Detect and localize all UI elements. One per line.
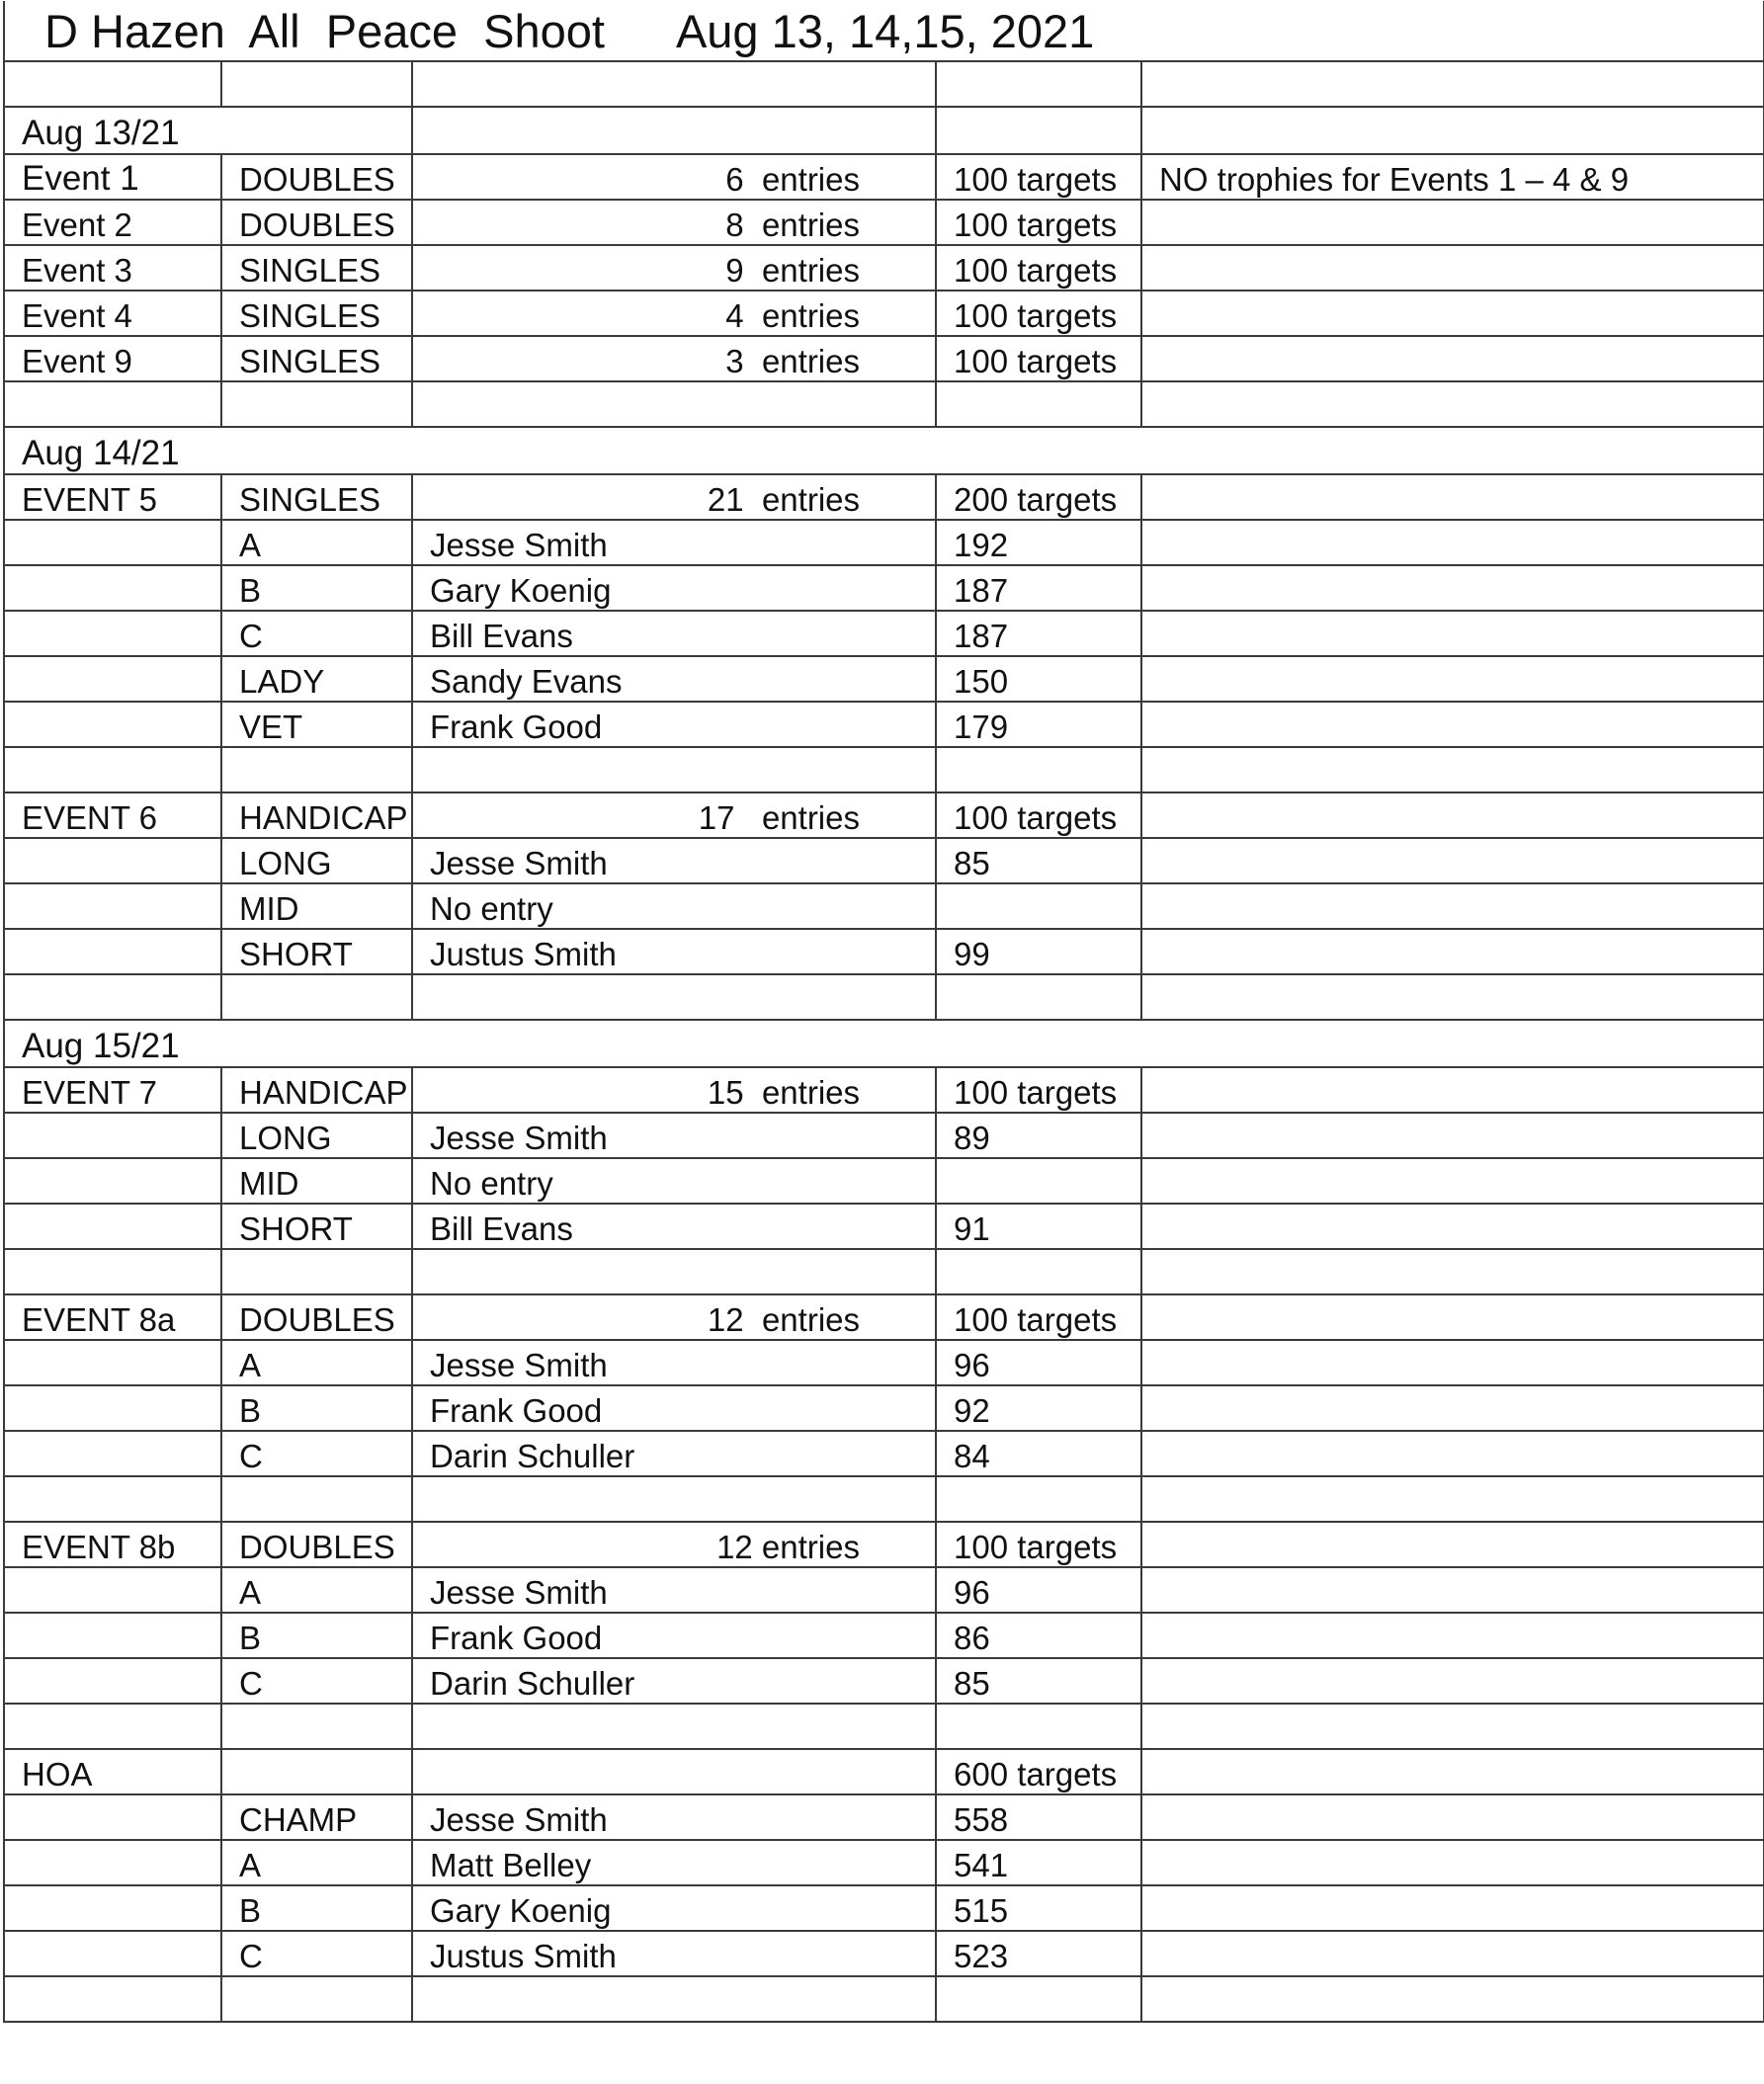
entries-cell: 12 entries: [412, 1294, 936, 1340]
blank-row: [4, 1476, 1764, 1522]
blank-cell: [412, 1249, 936, 1294]
blank-cell: [936, 747, 1141, 792]
event-type: SINGLES: [221, 291, 412, 336]
blank-cell: [4, 656, 221, 702]
blank-cell: [221, 974, 412, 1020]
winner-name: No entry: [412, 1158, 936, 1204]
winner-name: No entry: [412, 883, 936, 929]
blank-cell: [1141, 838, 1764, 883]
blank-cell: [1141, 974, 1764, 1020]
event-name: Event 3: [4, 245, 221, 291]
blank-cell: [4, 1113, 221, 1158]
winner-class: A: [221, 1340, 412, 1385]
blank-cell: [4, 1158, 221, 1204]
blank-cell: [1141, 1385, 1764, 1431]
event-note: [1141, 336, 1764, 381]
event-targets: 100 targets: [936, 1522, 1141, 1567]
winner-name: Jesse Smith: [412, 1340, 936, 1385]
blank-cell: [412, 974, 936, 1020]
winner-row: [4, 1340, 1764, 1385]
winner-class: MID: [221, 1158, 412, 1204]
blank-cell: [221, 1704, 412, 1749]
winner-score: 89: [936, 1113, 1141, 1158]
entries-cell: 12 entries: [412, 1522, 936, 1567]
blank-cell: [936, 1976, 1141, 2022]
winner-score: 187: [936, 565, 1141, 611]
winner-name: Gary Koenig: [412, 1885, 936, 1931]
winner-name: Frank Good: [412, 702, 936, 747]
winner-name: Frank Good: [412, 1613, 936, 1658]
winner-name: Darin Schuller: [412, 1658, 936, 1704]
event-targets: 100 targets: [936, 1294, 1141, 1340]
blank-cell: [1141, 565, 1764, 611]
event-row: [4, 245, 1764, 291]
blank-cell: [4, 1840, 221, 1885]
blank-cell: [4, 381, 221, 427]
event-row: [4, 154, 1764, 200]
blank-cell: [1141, 611, 1764, 656]
event-type: SINGLES: [221, 474, 412, 520]
event-note: [1141, 1067, 1764, 1113]
blank-cell: [936, 1476, 1141, 1522]
blank-row: [4, 381, 1764, 427]
blank-cell: [1141, 747, 1764, 792]
entries-cell: 4 entries: [412, 291, 936, 336]
blank-cell: [1141, 1113, 1764, 1158]
blank-row: [4, 1704, 1764, 1749]
event-type: SINGLES: [221, 245, 412, 291]
winner-name: Justus Smith: [412, 1931, 936, 1976]
blank-cell: [1141, 1613, 1764, 1658]
blank-cell: [1141, 1704, 1764, 1749]
event-targets: 600 targets: [936, 1749, 1141, 1794]
winner-score: 86: [936, 1613, 1141, 1658]
event-type: DOUBLES: [221, 1522, 412, 1567]
blank-row: [4, 974, 1764, 1020]
event-note: [1141, 1749, 1764, 1794]
winner-class: VET: [221, 702, 412, 747]
blank-cell: [4, 1976, 221, 2022]
event-row: [4, 200, 1764, 245]
event-note: [1141, 1522, 1764, 1567]
blank-cell: [412, 107, 936, 154]
entries-cell: 3 entries: [412, 336, 936, 381]
blank-cell: [1141, 656, 1764, 702]
date-row: [4, 107, 1764, 154]
blank-cell: [1141, 381, 1764, 427]
winner-name: Bill Evans: [412, 611, 936, 656]
event-type: DOUBLES: [221, 200, 412, 245]
section-date: Aug 13/21: [4, 107, 412, 154]
winner-name: Jesse Smith: [412, 1794, 936, 1840]
blank-cell: [412, 61, 936, 107]
winner-name: Bill Evans: [412, 1204, 936, 1249]
blank-cell: [936, 381, 1141, 427]
winner-name: Jesse Smith: [412, 1113, 936, 1158]
blank-cell: [1141, 1249, 1764, 1294]
winner-name: Jesse Smith: [412, 1567, 936, 1613]
winner-score: 558: [936, 1794, 1141, 1840]
winner-row: [4, 656, 1764, 702]
event-row: [4, 1749, 1764, 1794]
blank-cell: [1141, 1204, 1764, 1249]
blank-cell: [936, 1249, 1141, 1294]
blank-cell: [4, 1885, 221, 1931]
event-type: DOUBLES: [221, 1294, 412, 1340]
winner-name: Frank Good: [412, 1385, 936, 1431]
winner-row: [4, 702, 1764, 747]
blank-cell: [4, 1794, 221, 1840]
blank-cell: [4, 1431, 221, 1476]
blank-cell: [4, 565, 221, 611]
winner-score: [936, 883, 1141, 929]
event-row: [4, 792, 1764, 838]
blank-cell: [4, 1613, 221, 1658]
winner-score: 91: [936, 1204, 1141, 1249]
winner-class: C: [221, 1431, 412, 1476]
event-type: HANDICAP: [221, 792, 412, 838]
blank-cell: [4, 1567, 221, 1613]
blank-cell: [4, 929, 221, 974]
event-note: [1141, 792, 1764, 838]
event-targets: 200 targets: [936, 474, 1141, 520]
blank-cell: [1141, 1931, 1764, 1976]
blank-cell: [4, 1385, 221, 1431]
event-row: [4, 1294, 1764, 1340]
winner-row: [4, 1567, 1764, 1613]
winner-score: 541: [936, 1840, 1141, 1885]
entries-cell: 21 entries: [412, 474, 936, 520]
blank-cell: [1141, 1476, 1764, 1522]
blank-cell: [221, 747, 412, 792]
blank-cell: [4, 883, 221, 929]
blank-cell: [1141, 1885, 1764, 1931]
winner-row: [4, 1885, 1764, 1931]
blank-row: [4, 747, 1764, 792]
winner-score: 92: [936, 1385, 1141, 1431]
winner-row: [4, 1794, 1764, 1840]
event-targets: 100 targets: [936, 1067, 1141, 1113]
blank-cell: [1141, 61, 1764, 107]
blank-cell: [1141, 520, 1764, 565]
event-name: EVENT 7: [4, 1067, 221, 1113]
blank-cell: [1141, 929, 1764, 974]
winner-class: LONG: [221, 1113, 412, 1158]
page-title: [4, 1, 1764, 61]
winner-name: Darin Schuller: [412, 1431, 936, 1476]
shoot-dates: Aug 13, 14,15, 2021: [675, 4, 1095, 57]
winner-row: [4, 929, 1764, 974]
winner-row: [4, 1431, 1764, 1476]
date-row: [4, 1020, 1764, 1067]
blank-cell: [1141, 1658, 1764, 1704]
winner-name: Gary Koenig: [412, 565, 936, 611]
blank-cell: [1141, 883, 1764, 929]
event-type: HANDICAP: [221, 1067, 412, 1113]
winner-class: B: [221, 1385, 412, 1431]
event-type: [221, 1749, 412, 1794]
event-name: EVENT 8b: [4, 1522, 221, 1567]
event-row: [4, 1522, 1764, 1567]
blank-cell: [1141, 1431, 1764, 1476]
event-row: [4, 336, 1764, 381]
winner-row: [4, 611, 1764, 656]
winner-score: 515: [936, 1885, 1141, 1931]
blank-cell: [4, 702, 221, 747]
entries-cell: 8 entries: [412, 200, 936, 245]
winner-row: [4, 883, 1764, 929]
event-name: EVENT 8a: [4, 1294, 221, 1340]
entries-cell: 15 entries: [412, 1067, 936, 1113]
blank-cell: [412, 381, 936, 427]
event-targets: 100 targets: [936, 200, 1141, 245]
blank-cell: [936, 1704, 1141, 1749]
event-targets: 100 targets: [936, 154, 1141, 200]
winner-row: [4, 1931, 1764, 1976]
winner-class: C: [221, 1658, 412, 1704]
section-date: Aug 15/21: [4, 1020, 1764, 1067]
blank-cell: [1141, 1158, 1764, 1204]
blank-cell: [1141, 1840, 1764, 1885]
event-type: DOUBLES: [221, 154, 412, 200]
winner-row: [4, 520, 1764, 565]
winner-row: [4, 1385, 1764, 1431]
winner-score: 187: [936, 611, 1141, 656]
blank-cell: [412, 1976, 936, 2022]
winner-class: SHORT: [221, 929, 412, 974]
winner-row: [4, 1658, 1764, 1704]
event-name: EVENT 5: [4, 474, 221, 520]
winner-class: B: [221, 1885, 412, 1931]
event-row: [4, 474, 1764, 520]
blank-cell: [1141, 702, 1764, 747]
event-type: SINGLES: [221, 336, 412, 381]
winner-score: 96: [936, 1340, 1141, 1385]
blank-cell: [4, 1931, 221, 1976]
winner-score: 523: [936, 1931, 1141, 1976]
winner-score: 85: [936, 838, 1141, 883]
winner-score: 84: [936, 1431, 1141, 1476]
results-table: [3, 1, 1764, 2023]
event-name: Event 1: [4, 154, 221, 200]
blank-cell: [4, 838, 221, 883]
event-note: NO trophies for Events 1 – 4 & 9: [1141, 154, 1764, 200]
event-note: [1141, 1294, 1764, 1340]
winner-score: 99: [936, 929, 1141, 974]
blank-row: [4, 1976, 1764, 2022]
event-name: Event 2: [4, 200, 221, 245]
event-name: Event 9: [4, 336, 221, 381]
blank-cell: [936, 61, 1141, 107]
shoot-name: D Hazen All Peace Shoot: [44, 4, 605, 57]
section-date: Aug 14/21: [4, 427, 1764, 474]
winner-class: LADY: [221, 656, 412, 702]
event-targets: 100 targets: [936, 245, 1141, 291]
blank-cell: [4, 747, 221, 792]
winner-row: [4, 1158, 1764, 1204]
event-targets: 100 targets: [936, 792, 1141, 838]
entries-cell: 17 entries: [412, 792, 936, 838]
blank-cell: [412, 1704, 936, 1749]
winner-row: [4, 1113, 1764, 1158]
winner-class: A: [221, 1567, 412, 1613]
winner-score: 150: [936, 656, 1141, 702]
winner-name: Jesse Smith: [412, 838, 936, 883]
winner-name: Sandy Evans: [412, 656, 936, 702]
event-row: [4, 1067, 1764, 1113]
event-targets: 100 targets: [936, 336, 1141, 381]
winner-score: 192: [936, 520, 1141, 565]
blank-cell: [1141, 1340, 1764, 1385]
winner-row: [4, 1204, 1764, 1249]
blank-cell: [4, 1204, 221, 1249]
blank-cell: [221, 1476, 412, 1522]
event-name: EVENT 6: [4, 792, 221, 838]
winner-class: LONG: [221, 838, 412, 883]
blank-cell: [4, 1249, 221, 1294]
winner-class: B: [221, 565, 412, 611]
winner-name: Matt Belley: [412, 1840, 936, 1885]
event-name: HOA: [4, 1749, 221, 1794]
event-targets: 100 targets: [936, 291, 1141, 336]
winner-row: [4, 838, 1764, 883]
blank-cell: [4, 1340, 221, 1385]
winner-row: [4, 565, 1764, 611]
event-note: [1141, 291, 1764, 336]
winner-class: CHAMP: [221, 1794, 412, 1840]
blank-cell: [1141, 1567, 1764, 1613]
blank-cell: [4, 611, 221, 656]
blank-cell: [4, 974, 221, 1020]
blank-cell: [221, 381, 412, 427]
event-note: [1141, 245, 1764, 291]
event-name: Event 4: [4, 291, 221, 336]
blank-row: [4, 61, 1764, 107]
title-row: [4, 1, 1764, 61]
blank-cell: [221, 1249, 412, 1294]
winner-class: A: [221, 1840, 412, 1885]
blank-cell: [1141, 1976, 1764, 2022]
blank-cell: [936, 974, 1141, 1020]
winner-row: [4, 1613, 1764, 1658]
blank-cell: [4, 1658, 221, 1704]
blank-cell: [4, 1476, 221, 1522]
event-note: [1141, 200, 1764, 245]
date-row: [4, 427, 1764, 474]
entries-cell: [412, 1749, 936, 1794]
event-note: [1141, 474, 1764, 520]
winner-score: 96: [936, 1567, 1141, 1613]
winner-score: [936, 1158, 1141, 1204]
winner-class: B: [221, 1613, 412, 1658]
blank-row: [4, 1249, 1764, 1294]
winner-class: C: [221, 611, 412, 656]
winner-class: A: [221, 520, 412, 565]
winner-class: SHORT: [221, 1204, 412, 1249]
winner-name: Justus Smith: [412, 929, 936, 974]
winner-class: MID: [221, 883, 412, 929]
blank-cell: [4, 61, 221, 107]
blank-cell: [4, 1704, 221, 1749]
blank-cell: [1141, 1794, 1764, 1840]
blank-cell: [412, 1476, 936, 1522]
blank-cell: [221, 61, 412, 107]
entries-cell: 9 entries: [412, 245, 936, 291]
winner-score: 179: [936, 702, 1141, 747]
blank-cell: [1141, 107, 1764, 154]
winner-score: 85: [936, 1658, 1141, 1704]
winner-name: Jesse Smith: [412, 520, 936, 565]
event-row: [4, 291, 1764, 336]
winner-class: C: [221, 1931, 412, 1976]
blank-cell: [221, 1976, 412, 2022]
entries-cell: 6 entries: [412, 154, 936, 200]
blank-cell: [936, 107, 1141, 154]
blank-cell: [4, 520, 221, 565]
blank-cell: [412, 747, 936, 792]
winner-row: [4, 1840, 1764, 1885]
